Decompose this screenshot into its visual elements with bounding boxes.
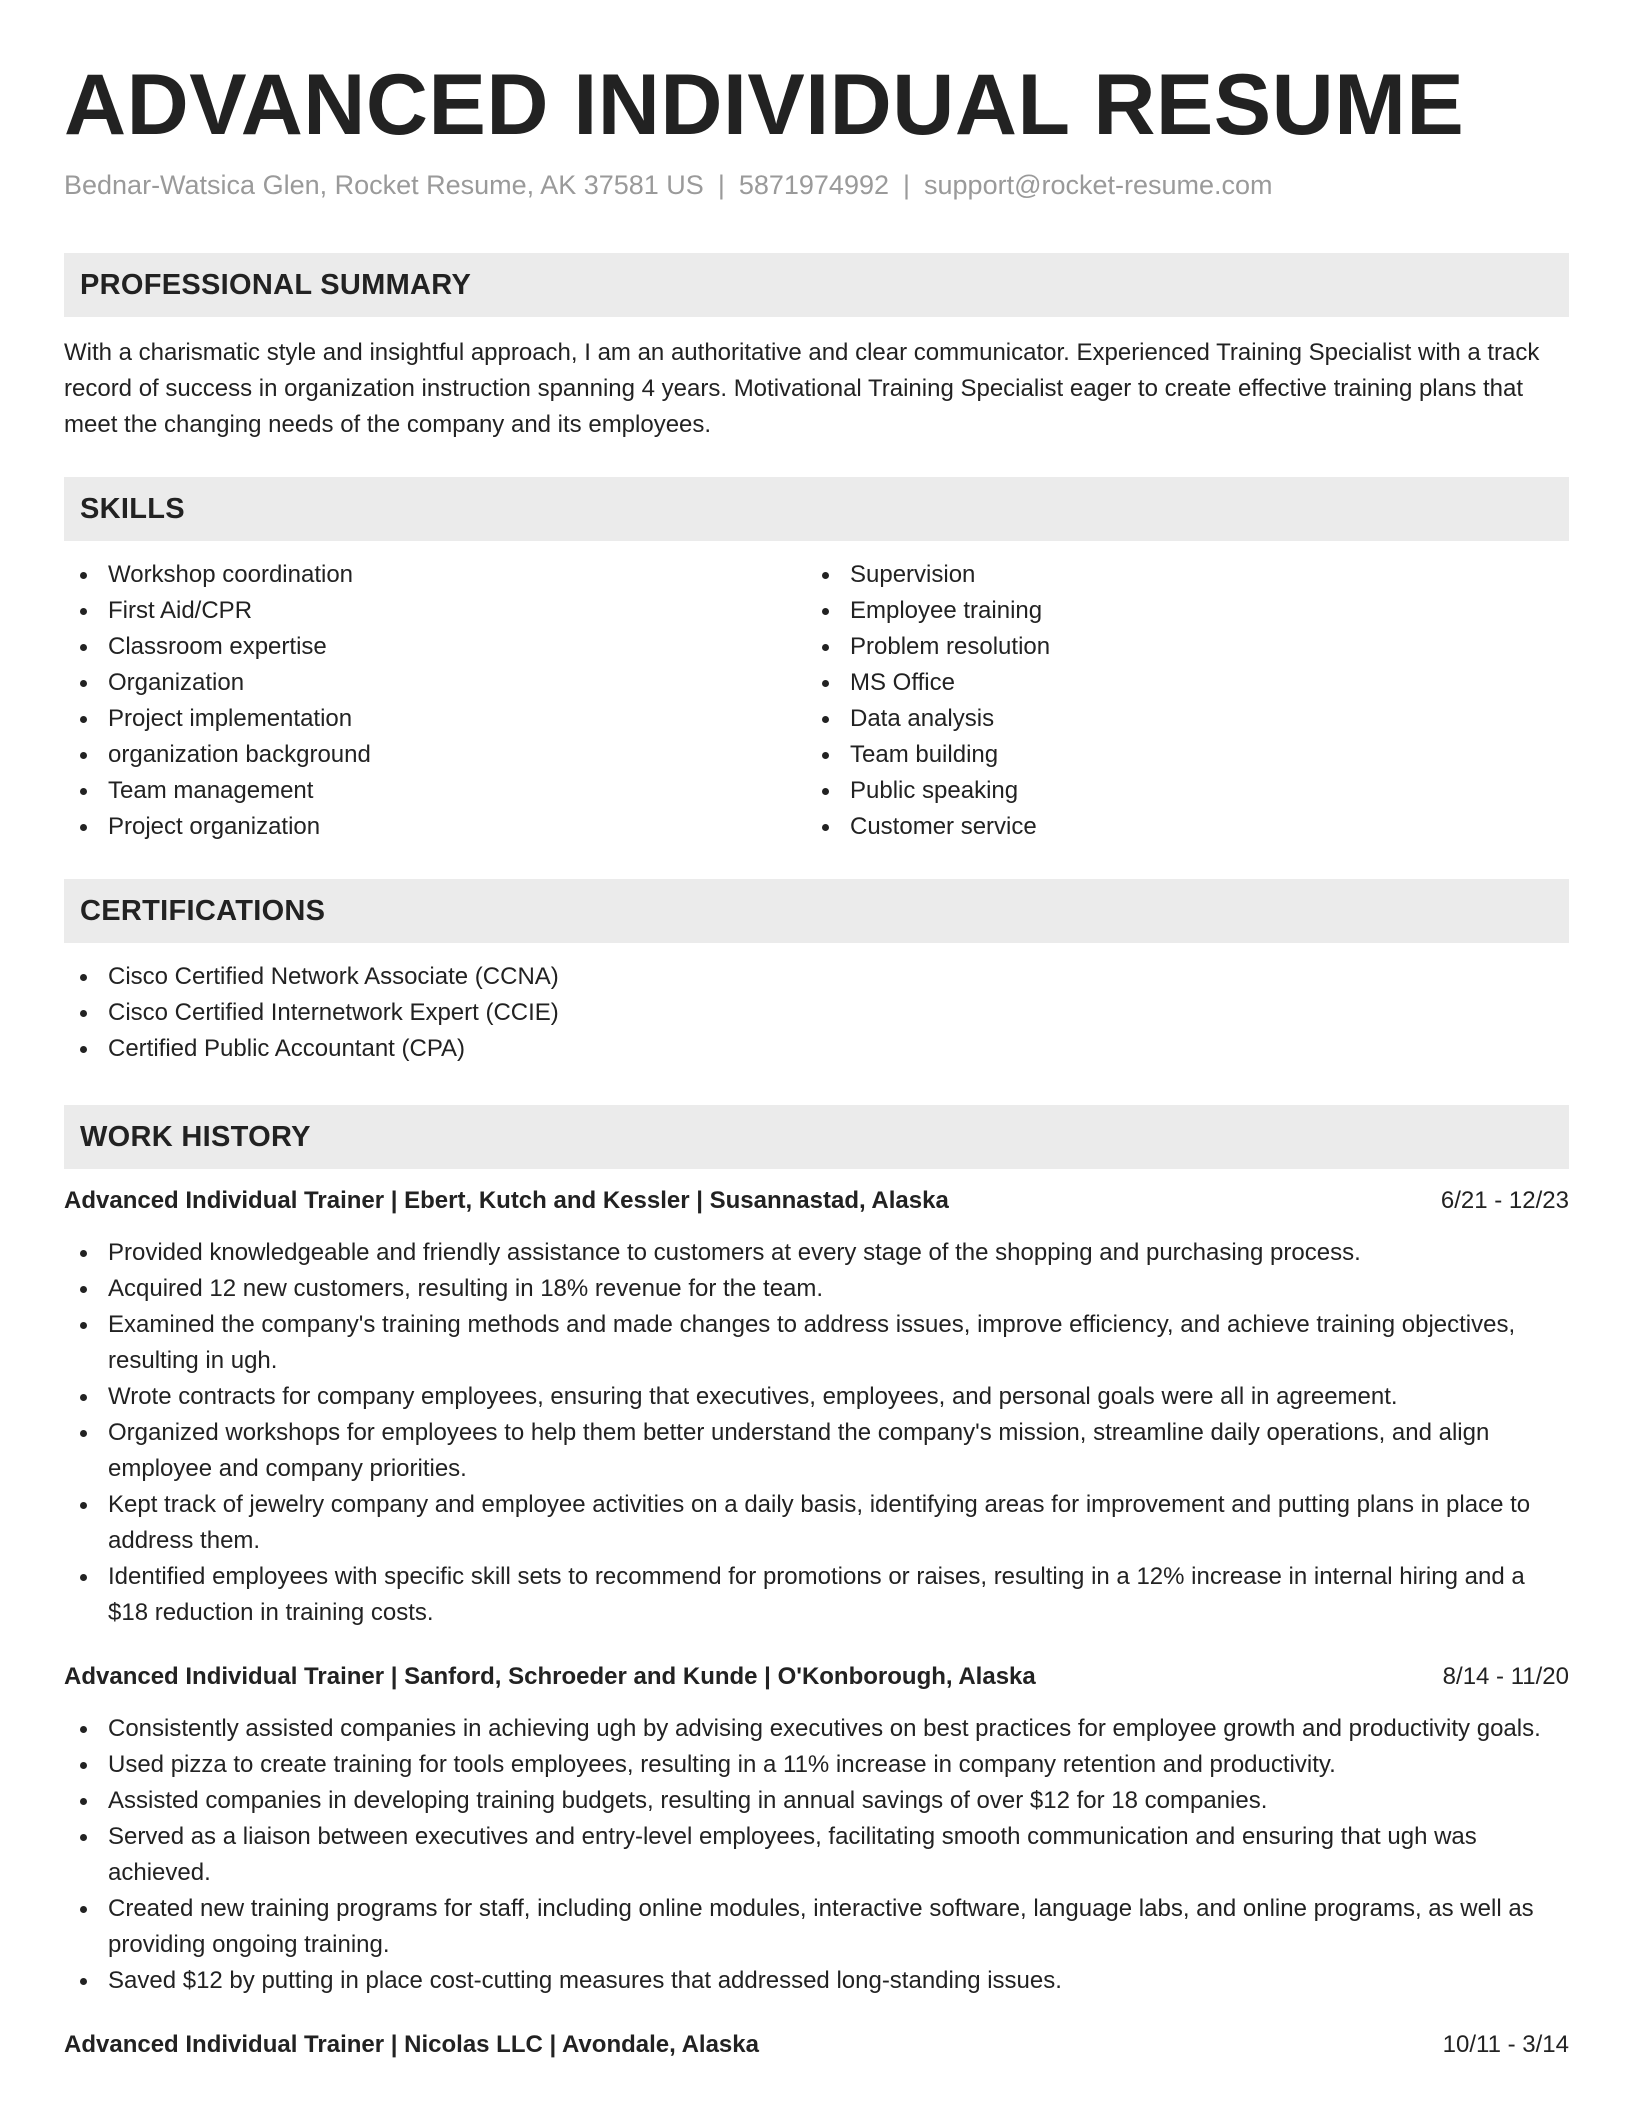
job-dates: 10/11 - 3/14	[1442, 2031, 1569, 2058]
section-header-certifications: CERTIFICATIONS	[64, 879, 1569, 943]
skill-item: Project organization	[64, 809, 806, 845]
skills-list-left	[64, 557, 806, 845]
section-header-work-history: WORK HISTORY	[64, 1105, 1569, 1169]
job-entry	[64, 1183, 1569, 1631]
job-bullet: Identified employees with specific skill sets to recommend for promotions or raises, resulting in a 12% increase in internal hiring and a $18 reduction in training costs.	[64, 1559, 1569, 1631]
skill-item: Public speaking	[806, 773, 1548, 809]
certification-item: Cisco Certified Network Associate (CCNA)	[64, 959, 1569, 995]
job-bullet: Acquired 12 new customers, resulting in 18% revenue for the team.	[64, 1271, 1569, 1307]
job-title: Advanced Individual Trainer | Ebert, Kutch and Kessler | Susannastad, Alaska	[64, 1187, 949, 1214]
job-entry	[64, 2027, 1569, 2063]
certifications-list	[64, 959, 1569, 1067]
section-header-summary: PROFESSIONAL SUMMARY	[64, 253, 1569, 317]
job-entry	[64, 1659, 1569, 1999]
skill-item: Problem resolution	[806, 629, 1548, 665]
section-header-skills: SKILLS	[64, 477, 1569, 541]
contact-line	[64, 170, 1569, 201]
job-bullet: Examined the company's training methods and made changes to address issues, improve efficiency, and achieve training objectives, resulting in ugh.	[64, 1307, 1569, 1379]
skill-item: Employee training	[806, 593, 1548, 629]
job-bullet: Saved $12 by putting in place cost-cutting measures that addressed long-standing issues.	[64, 1963, 1569, 1999]
skill-item: Customer service	[806, 809, 1548, 845]
skill-item: First Aid/CPR	[64, 593, 806, 629]
skill-item: Project implementation	[64, 701, 806, 737]
job-bullets	[64, 1711, 1569, 1999]
skill-item: Team management	[64, 773, 806, 809]
resume-title: ADVANCED INDIVIDUAL RESUME	[64, 57, 1465, 153]
job-bullet: Served as a liaison between executives and entry-level employees, facilitating smooth communication and ensuring that ugh was achieved.	[64, 1819, 1569, 1891]
job-bullet: Used pizza to create training for tools employees, resulting in a 11% increase in company retention and productivity.	[64, 1747, 1569, 1783]
job-bullets	[64, 1235, 1569, 1631]
skill-item: Data analysis	[806, 701, 1548, 737]
skills-grid	[64, 557, 1569, 845]
skill-item: organization background	[64, 737, 806, 773]
skill-item: MS Office	[806, 665, 1548, 701]
job-title: Advanced Individual Trainer | Sanford, Schroeder and Kunde | O'Konborough, Alaska	[64, 1663, 1036, 1690]
job-header	[64, 1659, 1569, 1695]
contact-separator: |	[717, 170, 725, 200]
job-header	[64, 2027, 1569, 2063]
resume-page	[64, 0, 1569, 2063]
job-dates: 8/14 - 11/20	[1442, 1663, 1569, 1690]
skills-list-right	[806, 557, 1548, 845]
summary-text: With a charismatic style and insightful approach, I am an authoritative and clear communicator. Experienced Training Specialist with a track record of success in organization instruction spanning 4 years. Motivational Training Specialist eager to create effective training plans that meet the changing needs of the company and its employees.	[64, 339, 1540, 438]
job-bullet: Assisted companies in developing training budgets, resulting in annual savings of over $12 for 18 companies.	[64, 1783, 1569, 1819]
job-bullet: Provided knowledgeable and friendly assistance to customers at every stage of the shopping and purchasing process.	[64, 1235, 1569, 1271]
skill-item: Organization	[64, 665, 806, 701]
job-title: Advanced Individual Trainer | Nicolas LLC | Avondale, Alaska	[64, 2031, 759, 2058]
job-bullet: Wrote contracts for company employees, ensuring that executives, employees, and personal goals were all in agreement.	[64, 1379, 1569, 1415]
skill-item: Classroom expertise	[64, 629, 806, 665]
job-dates: 6/21 - 12/23	[1440, 1187, 1569, 1214]
contact-address: Bednar-Watsica Glen, Rocket Resume, AK 37581 US	[64, 170, 704, 200]
job-bullet: Kept track of jewelry company and employee activities on a daily basis, identifying areas for improvement and putting plans in place to address them.	[64, 1487, 1569, 1559]
certification-item: Cisco Certified Internetwork Expert (CCIE)	[64, 995, 1569, 1031]
contact-separator: |	[903, 170, 911, 200]
job-bullet: Organized workshops for employees to help them better understand the company's mission, streamline daily operations, and align employee and company priorities.	[64, 1415, 1569, 1487]
job-header	[64, 1183, 1569, 1219]
skill-item: Workshop coordination	[64, 557, 806, 593]
job-bullet: Consistently assisted companies in achieving ugh by advising executives on best practices for employee growth and productivity goals.	[64, 1711, 1569, 1747]
contact-phone: 5871974992	[738, 170, 889, 200]
job-bullet: Created new training programs for staff, including online modules, interactive software, language labs, and online programs, as well as providing ongoing training.	[64, 1891, 1569, 1963]
contact-email: support@rocket-resume.com	[924, 170, 1273, 200]
skill-item: Supervision	[806, 557, 1548, 593]
skill-item: Team building	[806, 737, 1548, 773]
certification-item: Certified Public Accountant (CPA)	[64, 1031, 1569, 1067]
